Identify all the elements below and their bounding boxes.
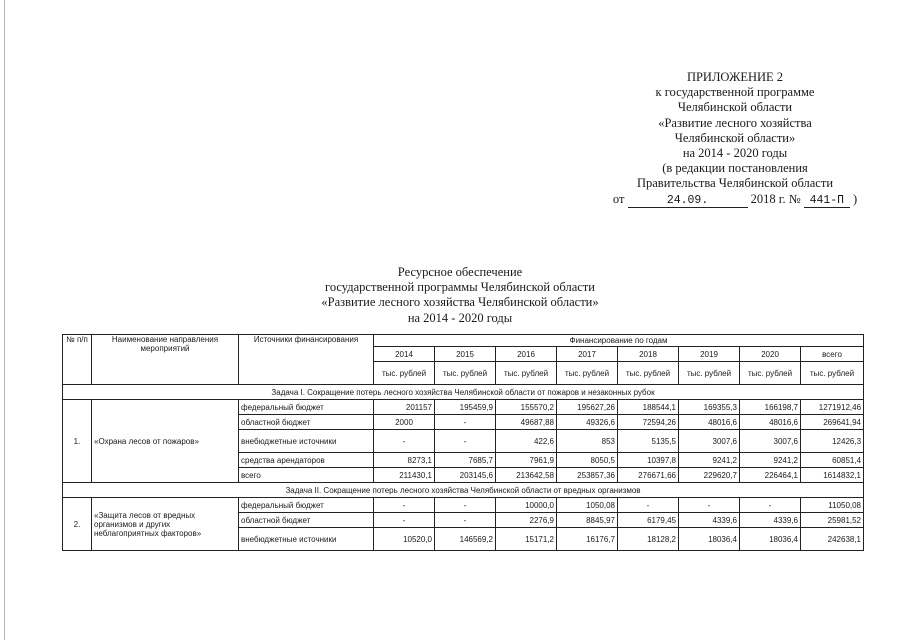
title-line: на 2014 - 2020 годы [407, 310, 513, 325]
value-cell: 2276,9 [496, 513, 557, 528]
value-cell: 7685,7 [435, 453, 496, 468]
title-line: государственной программы Челябинской области [325, 280, 595, 295]
value-cell: 4339,6 [679, 513, 740, 528]
value-cell: 203145,6 [435, 468, 496, 483]
header-direction: Наименование направления мероприятий [92, 335, 239, 385]
value-cell: 7961,9 [496, 453, 557, 468]
value-cell: 276671,66 [618, 468, 679, 483]
value-cell: 201157 [374, 400, 435, 415]
value-cell: 211430,1 [374, 468, 435, 483]
unit-header: тыс. рублей [496, 362, 557, 385]
table-row [63, 498, 864, 513]
value-cell: 6179,45 [618, 513, 679, 528]
value-cell: 18036,4 [679, 528, 740, 551]
task-row: Задача I. Сокращение потерь лесного хозяйства Челябинской области от пожаров и незаконных рубок [63, 385, 864, 400]
total-cell: 25981,52 [801, 513, 864, 528]
appendix-line: «Развитие лесного хозяйства [658, 115, 812, 130]
appendix-line: Челябинской области» [674, 130, 796, 145]
unit-header: тыс. рублей [374, 362, 435, 385]
value-cell: 4339,6 [740, 513, 801, 528]
year-header: 2020 [740, 347, 801, 362]
total-cell: 60851,4 [801, 453, 864, 468]
value-cell: 1050,08 [557, 498, 618, 513]
total-cell: 1271912,46 [801, 400, 864, 415]
value-cell: 226464,1 [740, 468, 801, 483]
value-cell: 18036,4 [740, 528, 801, 551]
unit-header: тыс. рублей [435, 362, 496, 385]
group-name: «Охрана лесов от пожаров» [92, 400, 239, 483]
appendix-line: (в редакции постановления [662, 161, 808, 176]
value-cell: - [435, 513, 496, 528]
appendix-line: на 2014 - 2020 годы [682, 146, 788, 161]
value-cell: 146569,2 [435, 528, 496, 551]
header-sources: Источники финансирования [239, 335, 374, 385]
task-row: Задача II. Сокращение потерь лесного хозяйства Челябинской области от вредных организмов [63, 483, 864, 498]
value-cell: 15171,2 [496, 528, 557, 551]
appendix-line: Челябинской области [677, 100, 793, 115]
value-cell: 195459,9 [435, 400, 496, 415]
title-line: Ресурсное обеспечение [397, 265, 523, 279]
source-cell: федеральный бюджет [239, 498, 374, 513]
value-cell: 10520,0 [374, 528, 435, 551]
value-cell: 8845,97 [557, 513, 618, 528]
header-num: № п/п [63, 335, 92, 385]
value-cell: 188544,1 [618, 400, 679, 415]
value-cell: 9241,2 [740, 453, 801, 468]
total-header: всего [801, 347, 864, 362]
value-cell: - [374, 513, 435, 528]
value-cell: - [435, 430, 496, 453]
group-number: 1. [63, 400, 92, 483]
year-header: 2019 [679, 347, 740, 362]
resolution-date-line [570, 192, 900, 208]
value-cell: 3007,6 [679, 430, 740, 453]
title-line: «Развитие лесного хозяйства Челябинской области» [321, 295, 599, 310]
total-cell: 269641,94 [801, 415, 864, 430]
value-cell: - [679, 498, 740, 513]
value-cell: 253857,36 [557, 468, 618, 483]
value-cell: 10000,0 [496, 498, 557, 513]
value-cell: 213642,58 [496, 468, 557, 483]
date-suffix: ) [852, 191, 858, 206]
source-cell: всего [239, 468, 374, 483]
value-cell: 72594,26 [618, 415, 679, 430]
resolution-number: 441-П [804, 195, 850, 208]
resource-table [62, 334, 864, 551]
value-cell: 8273,1 [374, 453, 435, 468]
total-cell: 242638,1 [801, 528, 864, 551]
value-cell: 10397,8 [618, 453, 679, 468]
date-year: 2018 г. № [750, 191, 801, 206]
appendix-header [570, 70, 900, 208]
year-header: 2014 [374, 347, 435, 362]
value-cell: 49687,88 [496, 415, 557, 430]
group-number: 2. [63, 498, 92, 551]
value-cell: - [435, 415, 496, 430]
source-cell: областной бюджет [239, 513, 374, 528]
unit-header: тыс. рублей [679, 362, 740, 385]
value-cell: 8050,5 [557, 453, 618, 468]
value-cell: 229620,7 [679, 468, 740, 483]
value-cell: - [435, 498, 496, 513]
source-cell: внебюджетные источники [239, 528, 374, 551]
total-cell: 12426,3 [801, 430, 864, 453]
value-cell: 5135,5 [618, 430, 679, 453]
value-cell: 3007,6 [740, 430, 801, 453]
unit-header: тыс. рублей [801, 362, 864, 385]
appendix-line: к государственной программе [655, 85, 815, 100]
document-title [200, 265, 720, 326]
value-cell: 48016,6 [740, 415, 801, 430]
value-cell: 195627,26 [557, 400, 618, 415]
year-header: 2018 [618, 347, 679, 362]
value-cell: - [374, 430, 435, 453]
group-name: «Защита лесов от вредных организмов и других неблагоприятных факторов» [92, 498, 239, 551]
unit-header: тыс. рублей [740, 362, 801, 385]
value-cell: - [740, 498, 801, 513]
appendix-line: Правительства Челябинской области [636, 176, 834, 191]
year-header: 2017 [557, 347, 618, 362]
unit-header: тыс. рублей [557, 362, 618, 385]
value-cell: 853 [557, 430, 618, 453]
table-row [63, 400, 864, 415]
source-cell: средства арендаторов [239, 453, 374, 468]
value-cell: 166198,7 [740, 400, 801, 415]
value-cell: 16176,7 [557, 528, 618, 551]
value-cell: 49326,6 [557, 415, 618, 430]
total-cell: 11050,08 [801, 498, 864, 513]
page-edge-line [4, 0, 5, 640]
source-cell: федеральный бюджет [239, 400, 374, 415]
value-cell: - [618, 498, 679, 513]
date-prefix: от [612, 191, 625, 206]
value-cell: 2000 [374, 415, 435, 430]
value-cell: 18128,2 [618, 528, 679, 551]
value-cell: 155570,2 [496, 400, 557, 415]
value-cell: 422,6 [496, 430, 557, 453]
total-cell: 1614832,1 [801, 468, 864, 483]
value-cell: 9241,2 [679, 453, 740, 468]
value-cell: 169355,3 [679, 400, 740, 415]
appendix-title: ПРИЛОЖЕНИЕ 2 [686, 70, 784, 84]
source-cell: областной бюджет [239, 415, 374, 430]
header-financing: Финансирование по годам [374, 335, 864, 347]
year-header: 2015 [435, 347, 496, 362]
source-cell: внебюджетные источники [239, 430, 374, 453]
value-cell: - [374, 498, 435, 513]
unit-header: тыс. рублей [618, 362, 679, 385]
resolution-date: 24.09. [628, 195, 748, 208]
value-cell: 48016,6 [679, 415, 740, 430]
year-header: 2016 [496, 347, 557, 362]
